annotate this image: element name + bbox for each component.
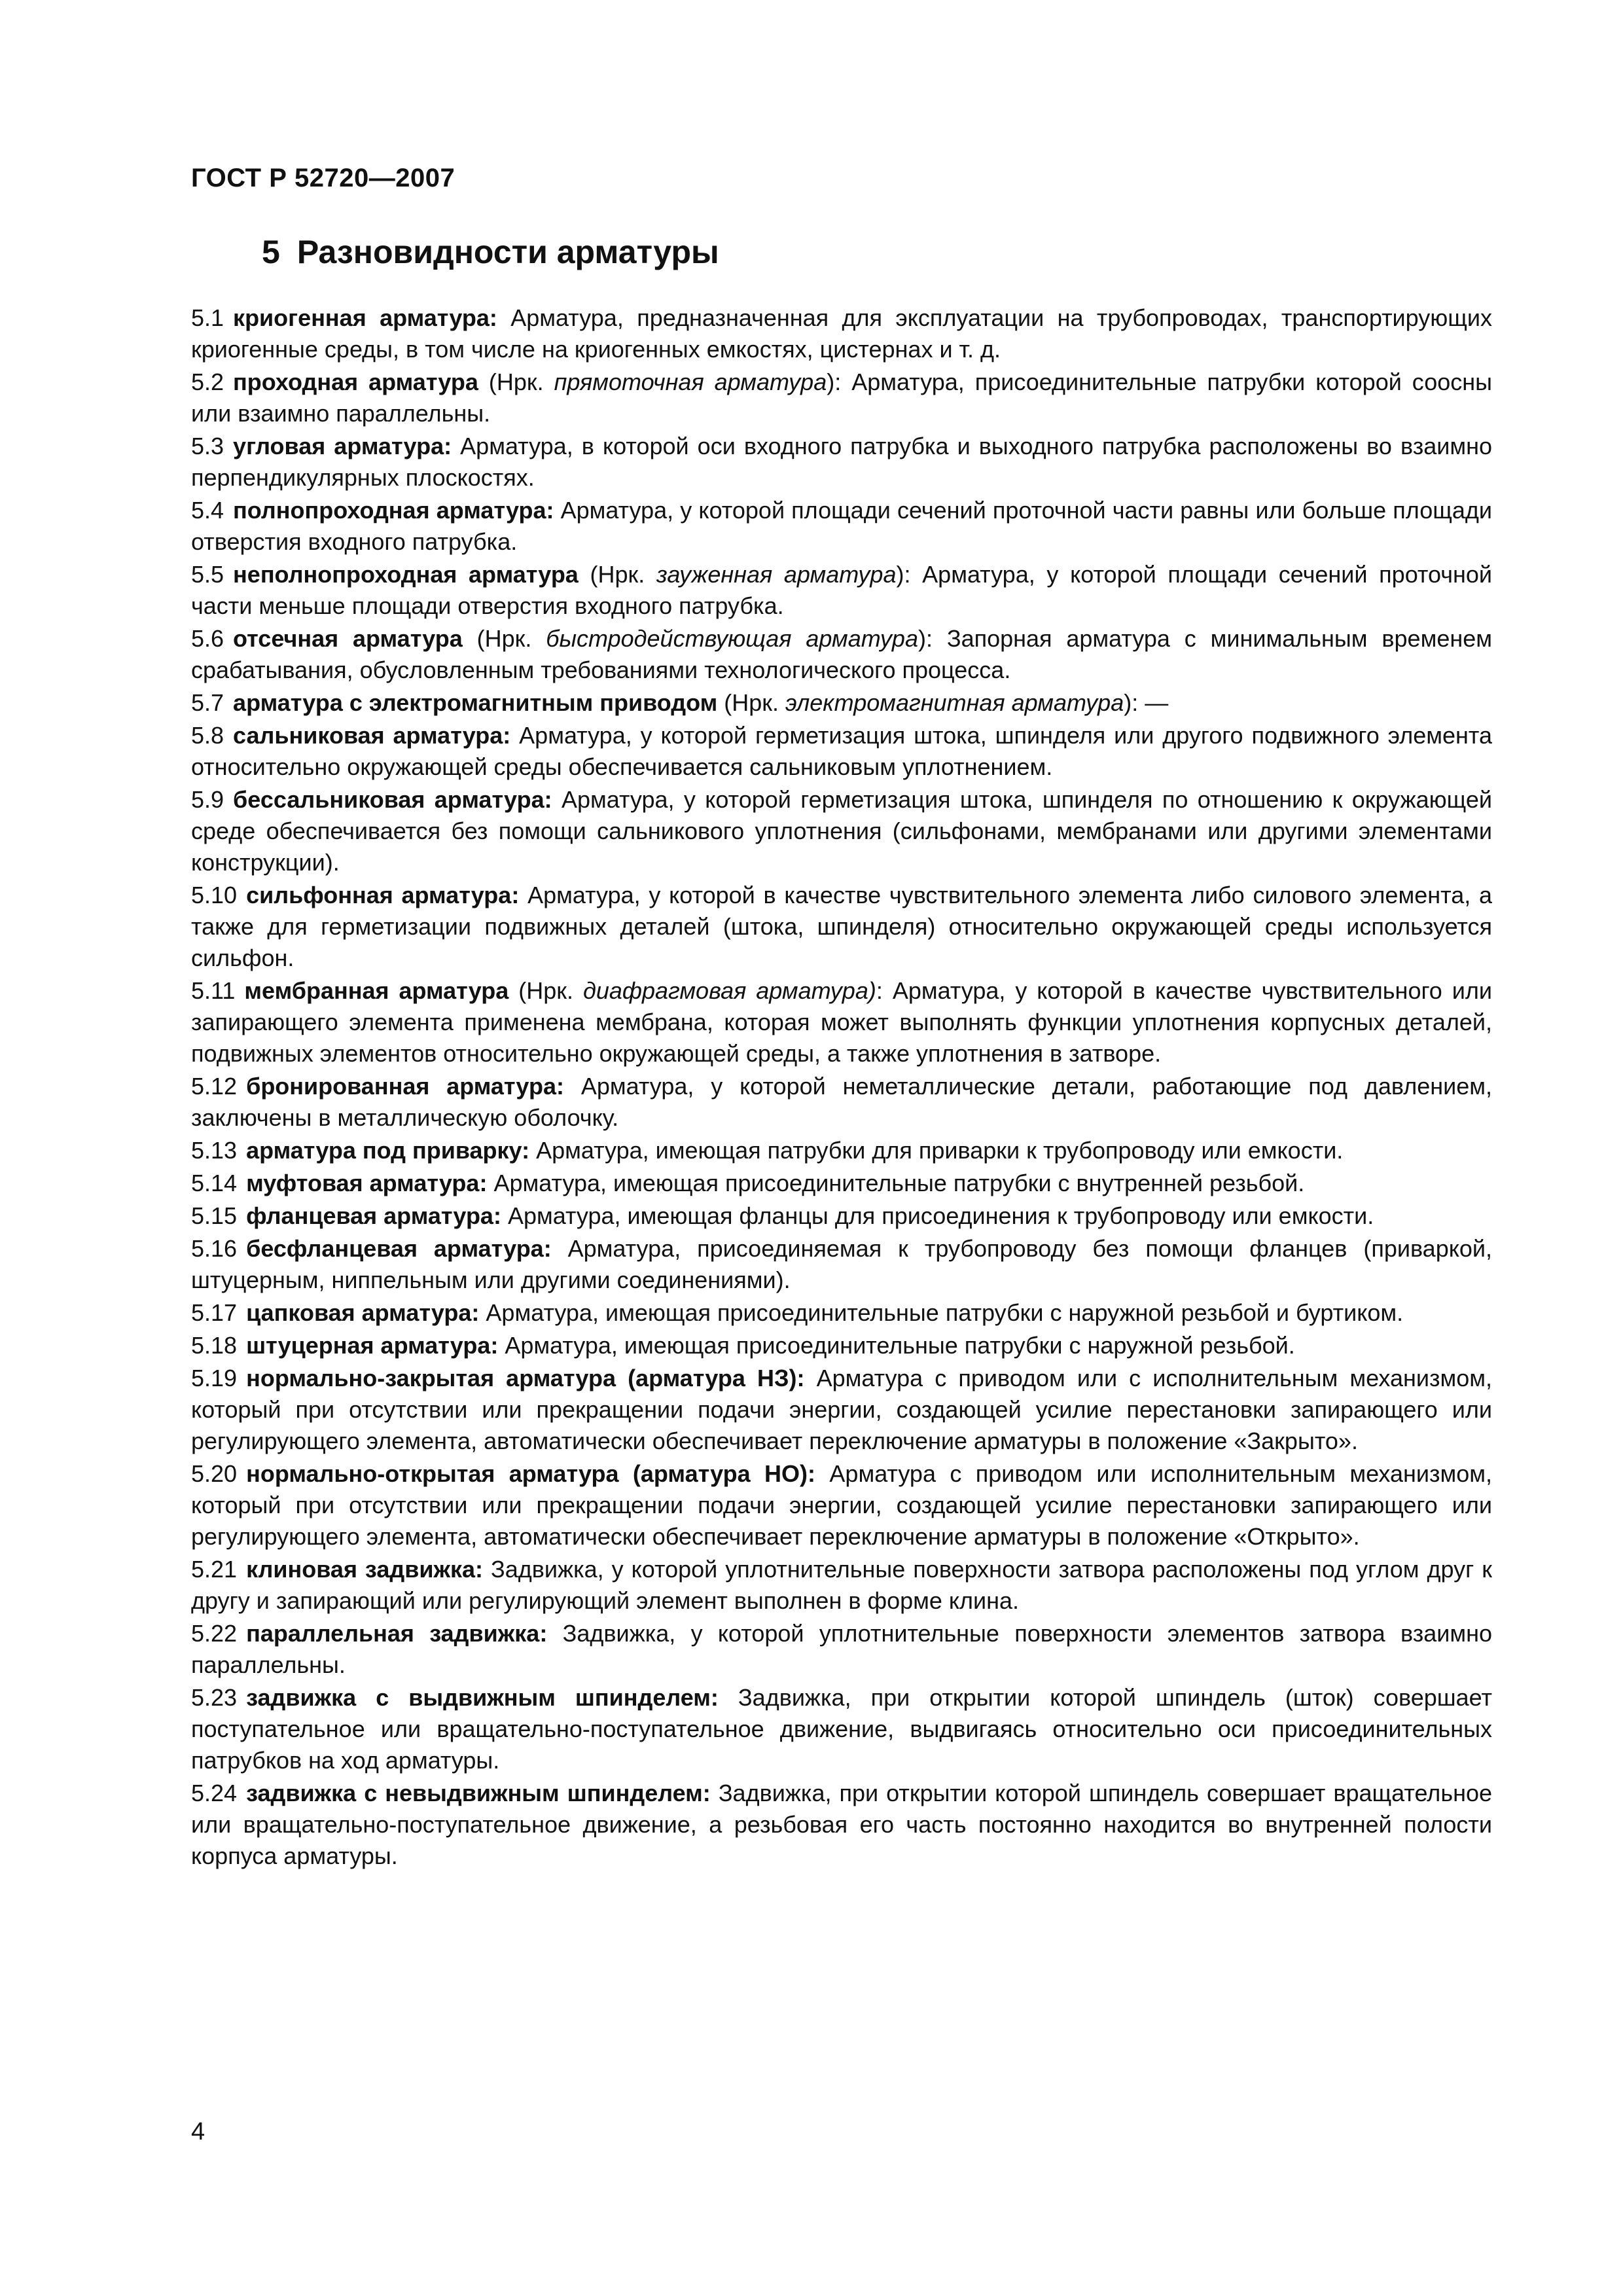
- entry-term: бесфланцевая арматура:: [246, 1235, 552, 1262]
- entry-term: проходная арматура: [233, 368, 478, 395]
- definition-entry: [191, 1200, 1492, 1232]
- entry-number: 5.9: [191, 786, 224, 813]
- entry-alt-term: быстродействующая арматура: [546, 625, 918, 652]
- entry-definition: Арматура, имеющая патрубки для приварки к трубопроводу или емкости.: [529, 1137, 1344, 1164]
- entry-term: арматура с электромагнитным приводом: [233, 689, 718, 716]
- definition-entry: [191, 1682, 1492, 1776]
- entry-number: 5.17: [191, 1299, 238, 1326]
- definition-entry: [191, 975, 1492, 1069]
- entry-number: 5.21: [191, 1556, 238, 1583]
- entry-term: муфтовая арматура:: [246, 1170, 488, 1196]
- section-title-text: Разновидности арматуры: [296, 234, 719, 270]
- entry-definition: Арматура, имеющая присоединительные патрубки с наружной резьбой.: [498, 1332, 1295, 1359]
- entry-term: бессальниковая арматура:: [233, 786, 552, 813]
- entry-number: 5.11: [191, 977, 236, 1004]
- entry-alt-suffix: ):: [918, 625, 947, 652]
- page-number: 4: [191, 2118, 205, 2145]
- entry-definition: Задвижка, у которой уплотнительные поверхности затвора расположены под углом друг к другу и запирающий или регулирующий элемент выполнен в форме клина.: [191, 1556, 1492, 1614]
- entry-number: 5.10: [191, 882, 238, 908]
- definition-entry: [191, 1363, 1492, 1457]
- entry-term: отсечная арматура: [233, 625, 463, 652]
- definition-entry: [191, 367, 1492, 429]
- entry-definition: Арматура, у которой площади сечений проточной части меньше площади отверстия входного патрубка.: [191, 561, 1493, 619]
- entry-alt-prefix: (Нрк.: [478, 368, 554, 395]
- entry-number: 5.5: [191, 561, 224, 588]
- entry-definition: Арматура, в которой оси входного патрубка и выходного патрубка расположены во взаимно перпендикулярных плоскостях.: [191, 433, 1492, 491]
- entry-definition: Арматура, у которой неметаллические детали, работающие под давлением, заключены в металлическую оболочку.: [191, 1073, 1492, 1131]
- section-title: [262, 233, 719, 271]
- entry-alt-suffix: ):: [896, 561, 923, 588]
- entry-term: мембранная арматура: [244, 977, 509, 1004]
- definition-entry: [191, 1233, 1492, 1296]
- entry-number: 5.1: [191, 304, 224, 331]
- definition-entry: [191, 1778, 1492, 1872]
- definition-entry: [191, 559, 1492, 622]
- entry-number: 5.13: [191, 1137, 238, 1164]
- entry-definition: Арматура, у которой площади сечений проточной части равны или больше площади отверстия входного патрубка.: [191, 497, 1492, 555]
- entry-term: штуцерная арматура:: [246, 1332, 499, 1359]
- definition-entry: [191, 495, 1492, 558]
- document-header: ГОСТ Р 52720—2007: [191, 164, 455, 192]
- entry-definition: —: [1145, 689, 1169, 716]
- entry-definition: Арматура, имеющая фланцы для присоединения к трубопроводу или емкости.: [501, 1202, 1374, 1229]
- entry-term: полнопроходная арматура:: [233, 497, 554, 524]
- definitions-list: [191, 302, 1492, 1873]
- entry-number: 5.6: [191, 625, 224, 652]
- entry-number: 5.4: [191, 497, 224, 524]
- definition-entry: [191, 784, 1492, 878]
- entry-number: 5.24: [191, 1780, 238, 1806]
- entry-alt-term: прямоточная арматура: [554, 368, 827, 395]
- entry-number: 5.18: [191, 1332, 238, 1359]
- entry-number: 5.16: [191, 1235, 238, 1262]
- entry-alt-suffix: :: [876, 977, 893, 1004]
- entry-definition: Запорная арматура с минимальным временем срабатывания, обусловленным требованиями технологического процесса.: [191, 625, 1493, 683]
- definition-entry: [191, 1168, 1492, 1199]
- definition-entry: [191, 687, 1492, 719]
- definition-entry: [191, 720, 1492, 783]
- entry-definition: Задвижка, у которой уплотнительные поверхности элементов затвора взаимно параллельны.: [191, 1620, 1492, 1678]
- entry-number: 5.12: [191, 1073, 238, 1100]
- entry-alt-suffix: ):: [1124, 689, 1145, 716]
- entry-term: неполнопроходная арматура: [233, 561, 579, 588]
- entry-term: задвижка с невыдвижным шпинделем:: [246, 1780, 711, 1806]
- entry-definition: Задвижка, при открытии которой шпиндель (шток) совершает поступательное или вращательно-поступательное движение, выдвигаясь относительно оси присоединительных патрубков на ход арматуры.: [191, 1684, 1492, 1774]
- entry-term: нормально-закрытая арматура (арматура НЗ):: [246, 1365, 805, 1391]
- definition-entry: [191, 1135, 1492, 1166]
- entry-term: цапковая арматура:: [246, 1299, 480, 1326]
- entry-number: 5.19: [191, 1365, 238, 1391]
- entry-definition: Арматура, у которой герметизация штока, шпинделя или другого подвижного элемента относительно окружающей среды обеспечивается сальниковым уплотнением.: [191, 722, 1492, 780]
- entry-alt-term: диафрагмовая арматура): [582, 977, 876, 1004]
- definition-entry: [191, 1618, 1492, 1681]
- entry-number: 5.22: [191, 1620, 238, 1647]
- entry-term: арматура под приварку:: [246, 1137, 530, 1164]
- entry-number: 5.23: [191, 1684, 238, 1711]
- section-number: 5: [262, 234, 280, 270]
- definition-entry: [191, 1554, 1492, 1617]
- definition-entry: [191, 880, 1492, 974]
- entry-term: фланцевая арматура:: [246, 1202, 501, 1229]
- definition-entry: [191, 1458, 1492, 1552]
- entry-alt-prefix: (Нрк.: [717, 689, 786, 716]
- entry-number: 5.15: [191, 1202, 238, 1229]
- entry-alt-prefix: (Нрк.: [578, 561, 656, 588]
- entry-definition: Арматура, у которой в качестве чувствительного элемента либо силового элемента, а также для герметизации подвижных деталей (штока, шпинделя) относительно окружающей среды используется сильфон.: [191, 882, 1492, 971]
- definition-entry: [191, 1297, 1492, 1329]
- definition-entry: [191, 1330, 1492, 1361]
- entry-definition: Арматура, присоединяемая к трубопроводу без помощи фланцев (приваркой, штуцерным, ниппельным или другими соединениями).: [191, 1235, 1493, 1293]
- definition-entry: [191, 431, 1492, 493]
- entry-number: 5.14: [191, 1170, 238, 1196]
- entry-definition: Арматура, имеющая присоединительные патрубки с внутренней резьбой.: [487, 1170, 1305, 1196]
- entry-term: клиновая задвижка:: [246, 1556, 484, 1583]
- definition-entry: [191, 302, 1492, 365]
- entry-term: угловая арматура:: [233, 433, 452, 459]
- definition-entry: [191, 623, 1492, 686]
- entry-term: криогенная арматура:: [233, 304, 497, 331]
- entry-definition: Арматура, имеющая присоединительные патрубки с наружной резьбой и буртиком.: [479, 1299, 1404, 1326]
- entry-term: сильфонная арматура:: [246, 882, 520, 908]
- entry-definition: Арматура с приводом или исполнительным механизмом, который при отсутствии или прекращении подачи энергии, создающей усилие перестановки запирающего или регулирующего элемента, автоматически обеспечивает переключение арматуры в положение «Открыто».: [191, 1460, 1493, 1550]
- entry-alt-term: зауженная арматура: [656, 561, 897, 588]
- entry-definition: Арматура, у которой герметизация штока, шпинделя по отношению к окружающей среде обеспечивается без помощи сальникового уплотнения (сильфонами, мембранами или другими элементами конструкции).: [191, 786, 1493, 876]
- entry-definition: Арматура, предназначенная для эксплуатации на трубопроводах, транспортирующих криогенные среды, в том числе на криогенных емкостях, цистернах и т. д.: [191, 304, 1493, 363]
- entry-definition: Арматура с приводом или с исполнительным механизмом, который при отсутствии или прекращении подачи энергии, создающей усилие перестановки запирающего или регулирующего элемента, автоматически обеспечивает переключение арматуры в положение «Закрыто».: [191, 1365, 1492, 1454]
- entry-definition: Задвижка, при открытии которой шпиндель совершает вращательное или вращательно-поступательное движение, а резьбовая его часть постоянно находится во внутренней полости корпуса арматуры.: [191, 1780, 1492, 1869]
- entry-number: 5.2: [191, 368, 224, 395]
- entry-term: сальниковая арматура:: [233, 722, 511, 749]
- entry-number: 5.7: [191, 689, 224, 716]
- entry-alt-prefix: (Нрк.: [462, 625, 546, 652]
- entry-definition: Арматура, у которой в качестве чувствительного или запирающего элемента применена мембрана, которая может выполнять функции уплотнения корпусных деталей, подвижных элементов относительно окружающей среды, а также уплотнения в затворе.: [191, 977, 1493, 1067]
- entry-definition: Арматура, присоединительные патрубки которой соосны или взаимно параллельны.: [191, 368, 1493, 427]
- entry-term: бронированная арматура:: [246, 1073, 564, 1100]
- entry-term: нормально-открытая арматура (арматура НО):: [246, 1460, 816, 1487]
- entry-number: 5.3: [191, 433, 224, 459]
- entry-alt-prefix: (Нрк.: [508, 977, 583, 1004]
- entry-term: параллельная задвижка:: [246, 1620, 548, 1647]
- entry-alt-suffix: ):: [827, 368, 852, 395]
- entry-alt-term: электромагнитная арматура: [785, 689, 1124, 716]
- entry-number: 5.8: [191, 722, 224, 749]
- definition-entry: [191, 1071, 1492, 1134]
- entry-number: 5.20: [191, 1460, 238, 1487]
- entry-term: задвижка с выдвижным шпинделем:: [246, 1684, 719, 1711]
